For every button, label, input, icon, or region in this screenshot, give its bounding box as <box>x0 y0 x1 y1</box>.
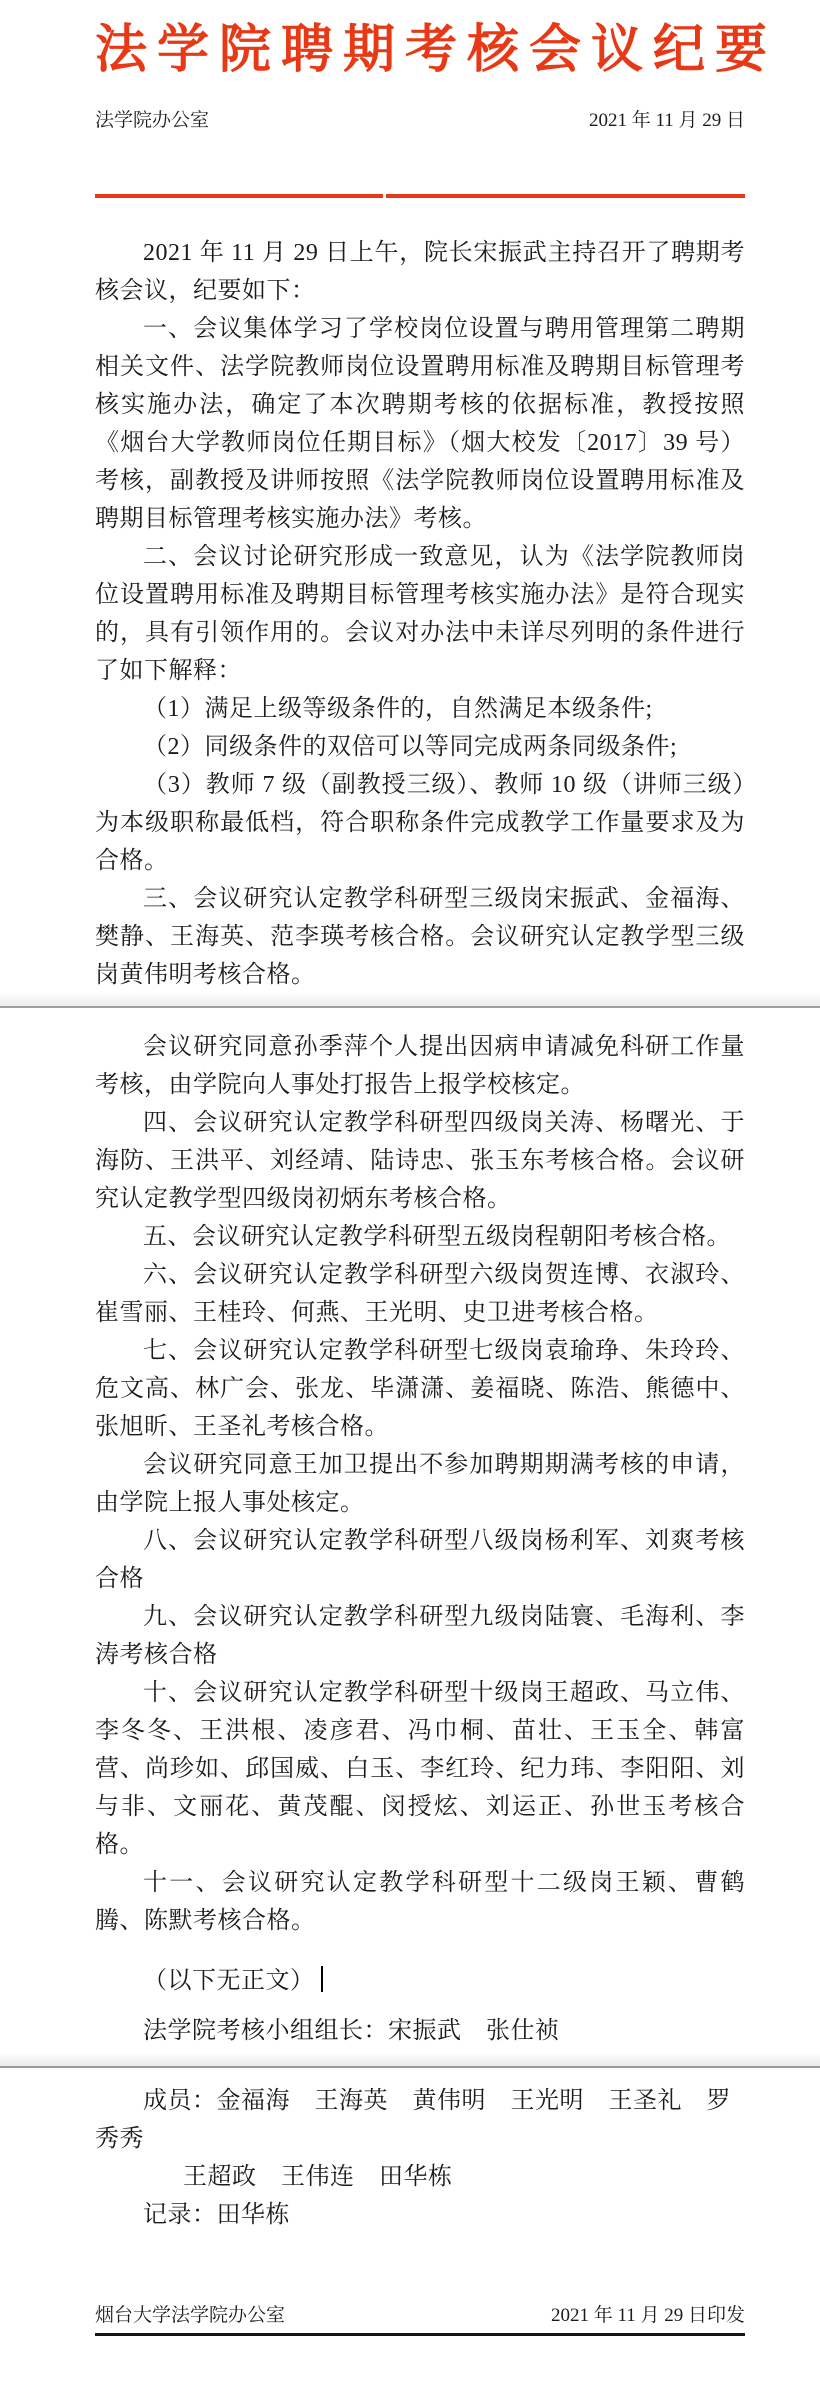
body-text-page-2 <box>95 1028 745 2050</box>
footer-print-date[interactable]: 2021 年 11 月 29 日印发 <box>550 2305 745 2326</box>
document-footer-row <box>95 2304 745 2336</box>
paragraph[interactable]: 二、会议讨论研究形成一致意见，认为《法学院教师岗位设置聘用标准及聘期目标管理考核实施办法》是符合现实的，具有引领作用的。会议对办法中未详尽列明的条件进行了如下解释： <box>95 544 745 684</box>
paragraph[interactable]: （3）教师 7 级（副教授三级）、教师 10 级（讲师三级）为本级职称最低档，符合职称条件完成教学工作量要求及为合格。 <box>95 772 745 874</box>
paragraph[interactable]: 十、会议研究认定教学科研型十级岗王超政、马立伟、李冬冬、王洪根、凌彦君、冯巾桐、苗壮、王玉全、韩富营、尚珍如、邱国威、白玉、李红玲、纪力玮、李阳阳、刘与非、文丽花、黄茂醌、闵授炫、刘运正、孙世玉考核合格。 <box>95 1680 745 1858</box>
paragraph[interactable]: 九、会议研究认定教学科研型九级岗陆寰、毛海利、李涛考核合格 <box>95 1604 745 1668</box>
recorder-line[interactable]: 记录：田华栋 <box>143 2202 290 2228</box>
document-title[interactable]: 法学院聘期考核会议纪要 <box>95 22 778 79</box>
no-more-text-marker[interactable] <box>95 1962 745 2000</box>
paragraph[interactable]: 八、会议研究认定教学科研型八级岗杨利军、刘爽考核合格 <box>95 1528 745 1592</box>
assessment-group-leaders-line[interactable]: 法学院考核小组组长：宋振武 张仕祯 <box>143 2018 560 2044</box>
paragraph[interactable]: 会议研究同意王加卫提出不参加聘期期满考核的申请，由学院上报人事处核定。 <box>95 1452 745 1516</box>
paragraph[interactable]: 五、会议研究认定教学科研型五级岗程朝阳考核合格。 <box>143 1224 731 1250</box>
document-header-row <box>95 110 745 132</box>
body-text-page-1 <box>95 234 745 994</box>
paragraph[interactable]: 一、会议集体学习了学校岗位设置与聘用管理第二聘期相关文件、法学院教师岗位设置聘用标准及聘期目标管理考核实施办法，确定了本次聘期考核的依据标准，教授按照《烟台大学教师岗位任期目标》（烟大校发〔2017〕39 号）考核，副教授及讲师按照《法学院教师岗位设置聘用标准及聘期目标管理考核实施办法》考核。 <box>95 316 745 532</box>
paragraph[interactable]: 2021 年 11 月 29 日上午，院长宋振武主持召开了聘期考核会议，纪要如下： <box>95 240 745 304</box>
members-line[interactable]: 成员：金福海 王海英 黄伟明 王光明 王圣礼 罗秀秀 <box>95 2088 731 2152</box>
page-2 <box>0 1028 820 2054</box>
page-break-1 <box>0 994 820 1008</box>
document-date[interactable]: 2021 年 11 月 29 日 <box>588 110 745 131</box>
header-divider-line <box>95 194 745 198</box>
members-continuation-line[interactable]: 王超政 王伟连 田华栋 <box>183 2164 453 2190</box>
page-break-2 <box>0 2054 820 2068</box>
page-3 <box>0 2082 820 2388</box>
paragraph[interactable]: 会议研究同意孙季萍个人提出因病申请减免科研工作量考核，由学院向人事处打报告上报学校核定。 <box>95 1034 745 1098</box>
paragraph[interactable]: 七、会议研究认定教学科研型七级岗袁瑜琤、朱玲玲、危文高、林广会、张龙、毕潇潇、姜福晓、陈浩、熊德中、张旭昕、王圣礼考核合格。 <box>95 1338 745 1440</box>
no-more-text-label: （以下无正文） <box>143 1968 315 1994</box>
paragraph[interactable]: （2）同级条件的双倍可以等同完成两条同级条件; <box>143 734 678 760</box>
text-cursor-icon <box>321 1966 323 1992</box>
issuing-office[interactable]: 法学院办公室 <box>95 110 210 131</box>
divider-gap <box>383 194 386 198</box>
footer-office[interactable]: 烟台大学法学院办公室 <box>95 2305 286 2326</box>
paragraph[interactable]: 十一、会议研究认定教学科研型十二级岗王颖、曹鹤腾、陈默考核合格。 <box>95 1870 745 1934</box>
paragraph[interactable]: （1）满足上级等级条件的，自然满足本级条件; <box>143 696 653 722</box>
paragraph[interactable]: 三、会议研究认定教学科研型三级岗宋振武、金福海、樊静、王海英、范李瑛考核合格。会议研究认定教学型三级岗黄伟明考核合格。 <box>95 886 745 988</box>
paragraph[interactable]: 四、会议研究认定教学科研型四级岗关涛、杨曙光、于海防、王洪平、刘经靖、陆诗忠、张玉东考核合格。会议研究认定教学型四级岗初炳东考核合格。 <box>95 1110 745 1212</box>
body-text-page-3 <box>95 2082 745 2234</box>
page-1 <box>0 0 820 994</box>
paragraph[interactable]: 六、会议研究认定教学科研型六级岗贺连博、衣淑玲、崔雪丽、王桂玲、何燕、王光明、史卫进考核合格。 <box>95 1262 745 1326</box>
